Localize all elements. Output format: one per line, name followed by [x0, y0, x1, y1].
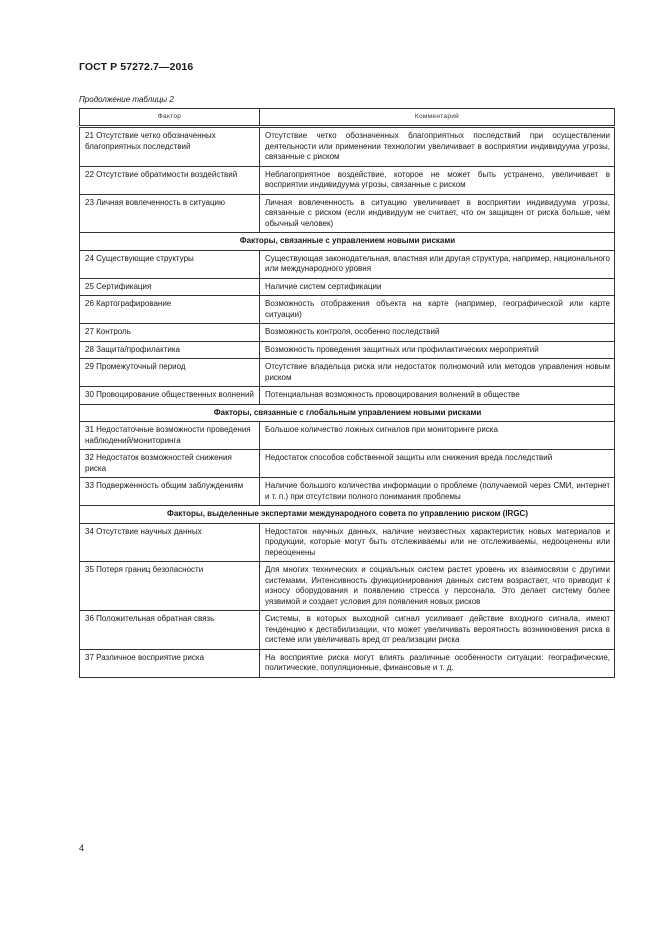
factor-cell: 21 Отсутствие четко обозначенных благоприятных последствий: [80, 127, 260, 167]
table-row: [80, 341, 615, 359]
factor-cell: 33 Подверженность общим заблуждениям: [80, 478, 260, 506]
table-row: [80, 194, 615, 233]
table-row: [80, 450, 615, 478]
factor-cell: 28 Защита/профилактика: [80, 341, 260, 359]
comment-cell: Возможность контроля, особенно последствий: [260, 324, 615, 342]
section-heading: Факторы, связанные с глобальным управлением новыми рисками: [80, 404, 615, 422]
factor-cell: 25 Сертификация: [80, 278, 260, 296]
table-row: [80, 478, 615, 506]
table-row: [80, 387, 615, 405]
factor-cell: 36 Положительная обратная связь: [80, 611, 260, 650]
comment-cell: Личная вовлеченность в ситуацию увеличивает в восприятии индивидуума угрозы, связанные с риском (если индивидуум не считает, что он защищен от риска больше, чем обычный человек): [260, 194, 615, 233]
factor-cell: 34 Отсутствие научных данных: [80, 523, 260, 562]
table-row: [80, 278, 615, 296]
table-row: [80, 166, 615, 194]
section-heading-row: [80, 506, 615, 524]
factor-cell: 24 Существующие структуры: [80, 250, 260, 278]
comment-cell: Отсутствие владельца риска или недостаток полномочий или методов управления новым риском: [260, 359, 615, 387]
column-header-factor: Фактор: [80, 109, 260, 127]
comment-cell: Отсутствие четко обозначенных благоприятных последствий при осуществлении деятельности или применении технологии увеличивает в восприятии индивидуума угрозы, связанные с риском: [260, 127, 615, 167]
table-row: [80, 562, 615, 611]
table-row: [80, 649, 615, 677]
table-row: [80, 611, 615, 650]
factor-cell: 22 Отсутствие обратимости воздействий: [80, 166, 260, 194]
table-row: [80, 296, 615, 324]
section-heading-row: [80, 404, 615, 422]
table-body: [80, 127, 615, 678]
comment-cell: На восприятие риска могут влиять различные особенности ситуации: географические, политические, популяционные, финансовые и т. д.: [260, 649, 615, 677]
table-row: [80, 250, 615, 278]
comment-cell: Неблагоприятное воздействие, которое не может быть устранено, увеличивает в восприятии индивидуума угрозы, связанные с риском: [260, 166, 615, 194]
factor-cell: 26 Картографирование: [80, 296, 260, 324]
table-row: [80, 324, 615, 342]
comment-cell: Недостаток научных данных, наличие неизвестных характеристик новых материалов и продукции, которые могут быть отслеживаемы или не отслеживаемы, недооценены или переоценены: [260, 523, 615, 562]
factor-cell: 29 Промежуточный период: [80, 359, 260, 387]
comment-cell: Потенциальная возможность провоцирования волнений в обществе: [260, 387, 615, 405]
comment-cell: Возможность отображения объекта на карте (например, географической или карте ситуации): [260, 296, 615, 324]
factor-cell: 37 Различное восприятие риска: [80, 649, 260, 677]
factor-cell: 27 Контроль: [80, 324, 260, 342]
comment-cell: Большое количество ложных сигналов при мониторинге риска: [260, 422, 615, 450]
factor-cell: 35 Потеря границ безопасности: [80, 562, 260, 611]
table-continuation-caption: Продолжение таблицы 2: [79, 95, 174, 104]
comment-cell: Системы, в которых выходной сигнал усиливает действие входного сигнала, имеют тенденцию к дестабилизации, что может увеличивать вероятность возникновения риска в системе или увеличивать вред от реализации риска: [260, 611, 615, 650]
table-row: [80, 127, 615, 167]
comment-cell: Возможность проведения защитных или профилактических мероприятий: [260, 341, 615, 359]
comment-cell: Наличие большого количества информации о проблеме (получаемой через СМИ, интернет и т. п.) при отсутствии полного понимания проблемы: [260, 478, 615, 506]
comment-cell: Недостаток способов собственной защиты или снижения вреда последствий: [260, 450, 615, 478]
comment-cell: Наличие систем сертификации: [260, 278, 615, 296]
table-row: [80, 359, 615, 387]
table-row: [80, 523, 615, 562]
document-standard-header: ГОСТ Р 57272.7—2016: [79, 61, 194, 73]
section-heading: Факторы, связанные с управлением новыми рисками: [80, 233, 615, 251]
factor-cell: 31 Недостаточные возможности проведения наблюдений/мониторинга: [80, 422, 260, 450]
comment-cell: Для многих технических и социальных систем растет уровень их взаимосвязи с другими системами. Интенсивность функционирования данных систем возрастает, что приводит к износу оборудования и появлению стресса у персонала. Это делает систему более уязвимой и создает условия для появления новых рисков: [260, 562, 615, 611]
comment-cell: Существующая законодательная, властная или другая структура, например, национального или международного уровня: [260, 250, 615, 278]
section-heading: Факторы, выделенные экспертами международного совета по управлению риском (IRGC): [80, 506, 615, 524]
table-row: [80, 422, 615, 450]
factors-table: [79, 108, 615, 678]
page-number: 4: [79, 843, 85, 853]
factor-cell: 23 Личная вовлеченность в ситуацию: [80, 194, 260, 233]
section-heading-row: [80, 233, 615, 251]
column-header-comment: Комментарий: [260, 109, 615, 127]
factor-cell: 30 Провоцирование общественных волнений: [80, 387, 260, 405]
factor-cell: 32 Недостаток возможностей снижения риска: [80, 450, 260, 478]
table-header-row: [80, 109, 615, 127]
